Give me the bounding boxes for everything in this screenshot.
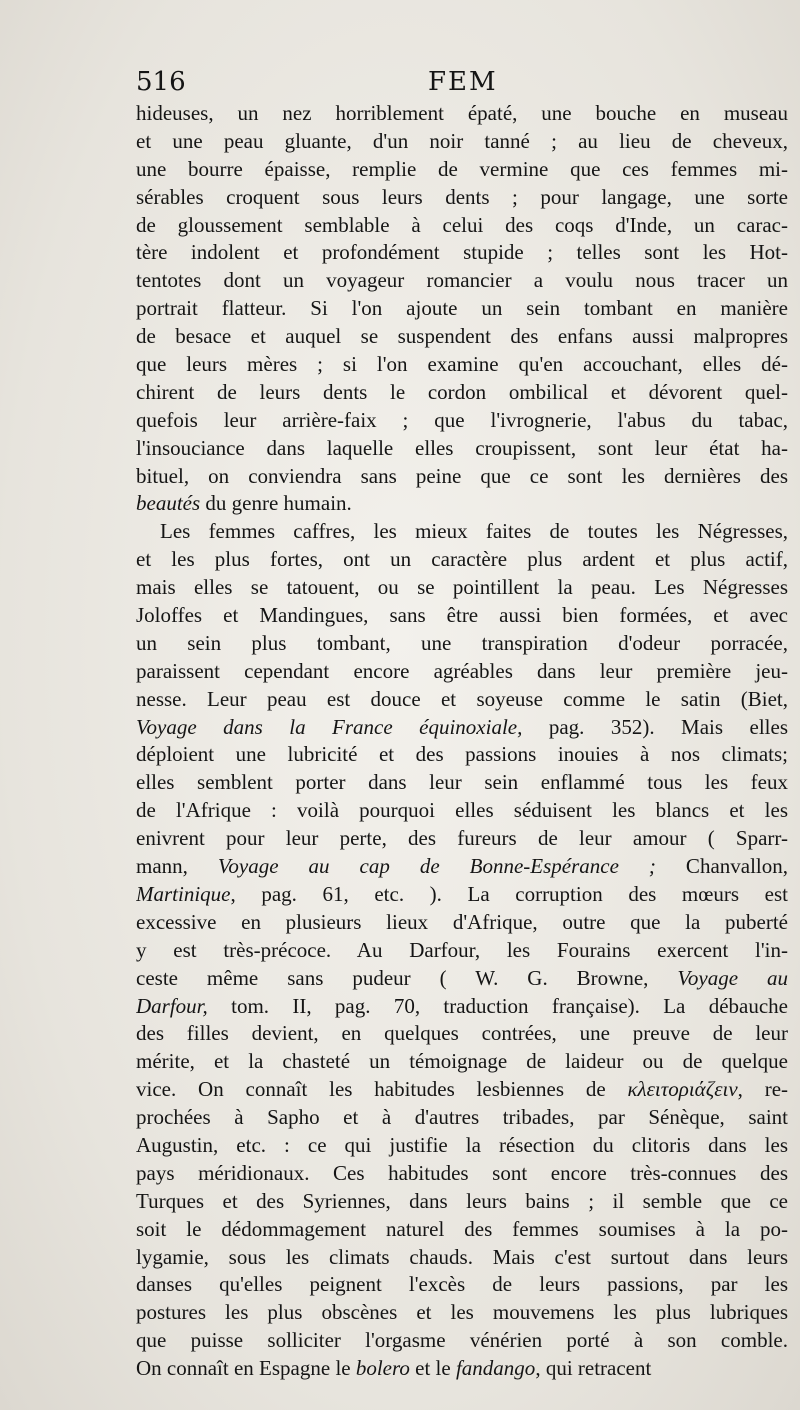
italic-text: κλειτοριάζειν — [627, 1077, 738, 1102]
italic-text: Voyage au — [677, 965, 788, 990]
text-span: mann, — [136, 854, 218, 879]
text-line — [136, 714, 788, 742]
text-line — [136, 379, 788, 407]
text-span: soit le dédommagement naturel des femmes soumises à la po- — [136, 1216, 788, 1241]
text-line — [136, 993, 788, 1021]
text-span: que leurs mères ; si l'on examine qu'en accouchant, elles dé- — [136, 352, 788, 377]
text-line — [136, 1271, 788, 1299]
text-span: , re- — [737, 1077, 788, 1102]
text-span: prochées à Sapho et à d'autres tribades, par Sénèque, saint — [136, 1105, 788, 1130]
text-span: Les femmes caffres, les mieux faites de toutes les Négresses, — [160, 519, 788, 544]
text-line — [136, 686, 788, 714]
text-line — [136, 574, 788, 602]
italic-text: fandango — [455, 1356, 536, 1381]
text-span: lygamie, sous les climats chauds. Mais c'est surtout dans leurs — [136, 1244, 788, 1269]
text-line — [136, 128, 788, 156]
text-line — [136, 184, 788, 212]
text-span: On connaît en Espagne le — [136, 1356, 356, 1381]
text-span: de besace et auquel se suspendent des enfans aussi malpropres — [136, 324, 788, 349]
text-span: excessive en plusieurs lieux d'Afrique, outre que la puberté — [136, 909, 788, 934]
text-span: quefois leur arrière-faix ; que l'ivrognerie, l'abus du tabac, — [136, 407, 788, 432]
text-line — [136, 937, 788, 965]
text-span: de gloussement semblable à celui des coqs d'Inde, un carac- — [136, 212, 788, 237]
text-line — [136, 407, 788, 435]
text-span: nesse. Leur peau est douce et soyeuse comme le satin (Biet, — [136, 686, 788, 711]
text-line — [136, 295, 788, 323]
text-line — [136, 435, 788, 463]
text-line — [136, 156, 788, 184]
text-line — [136, 1048, 788, 1076]
text-span: et les plus fortes, ont un caractère plus ardent et plus actif, — [136, 547, 788, 572]
text-span: Augustin, etc. : ce qui justifie la résection du clitoris dans les — [136, 1132, 788, 1157]
italic-text: Darfour, — [136, 993, 208, 1018]
text-line — [136, 881, 788, 909]
text-span: pays méridionaux. Ces habitudes sont encore très-connues des — [136, 1160, 788, 1185]
italic-text: Martinique — [136, 881, 231, 906]
text-line — [136, 1076, 788, 1104]
text-span: que puisse solliciter l'orgasme vénérien porté à son comble. — [136, 1328, 788, 1353]
text-line — [136, 741, 788, 769]
text-line — [136, 239, 788, 267]
text-span: pag. 352). Mais elles — [522, 714, 788, 739]
text-line — [136, 1216, 788, 1244]
text-line — [136, 463, 788, 491]
text-span: mais elles se tatouent, ou se pointillent la peau. Les Négresses — [136, 575, 788, 600]
text-line — [136, 518, 788, 546]
text-line — [136, 323, 788, 351]
text-line — [136, 630, 788, 658]
text-line — [136, 965, 788, 993]
text-span: hideuses, un nez horriblement épaté, une bouche en museau — [136, 101, 788, 125]
text-line — [136, 1355, 788, 1383]
text-line — [136, 909, 788, 937]
text-span: un sein plus tombant, une transpiration d'odeur porracée, — [136, 630, 788, 655]
text-span: du genre humain. — [200, 491, 352, 516]
text-span: des filles devient, en quelques contrées, une preuve de leur — [136, 1021, 788, 1046]
text-span: bituel, on conviendra sans peine que ce sont les dernières des — [136, 463, 788, 488]
text-span: une bourre épaisse, remplie de vermine que ces femmes mi- — [136, 156, 788, 181]
text-line — [136, 351, 788, 379]
text-span: ceste même sans pudeur ( W. G. Browne, — [136, 965, 678, 990]
text-span: Joloffes et Mandingues, sans être aussi bien formées, et avec — [136, 603, 788, 628]
page-header — [136, 64, 786, 100]
italic-text: Voyage au cap de Bonne-Espérance ; — [217, 854, 656, 879]
text-line — [136, 546, 788, 574]
text-span: chirent de leurs dents le cordon ombilical et dévorent quel- — [136, 379, 788, 404]
italic-text: bolero — [355, 1356, 410, 1381]
text-span: tère indolent et profondément stupide ; telles sont les Hot- — [136, 240, 788, 265]
italic-text: beautés — [136, 491, 201, 516]
text-line — [136, 1327, 788, 1355]
text-line — [136, 1132, 788, 1160]
text-span: portrait flatteur. Si l'on ajoute un sein tombant en manière — [136, 296, 788, 321]
text-span: déploient une lubricité et des passions inouies à nos climats; — [136, 742, 788, 767]
text-line — [136, 100, 788, 128]
text-span: , pag. 61, etc. ). La corruption des mœurs est — [230, 881, 788, 906]
text-span: et le — [409, 1356, 456, 1381]
text-span: elles semblent porter dans leur sein enflammé tous les feux — [136, 770, 788, 795]
text-line — [136, 1160, 788, 1188]
text-line — [136, 490, 788, 518]
text-span: mérite, et la chasteté un témoignage de laideur ou de quelque — [136, 1049, 788, 1074]
text-span: tentotes dont un voyageur romancier a voulu nous tracer un — [136, 268, 788, 293]
text-line — [136, 853, 788, 881]
text-span: vice. On connaît les habitudes lesbiennes de — [136, 1077, 628, 1102]
text-span: Turques et des Syriennes, dans leurs bains ; il semble que ce — [136, 1188, 788, 1213]
text-span: Chanvallon, — [655, 854, 788, 879]
text-line — [136, 658, 788, 686]
text-span: tom. II, pag. 70, traduction française). La débauche — [207, 993, 788, 1018]
text-line — [136, 212, 788, 240]
text-span: postures les plus obscènes et les mouvemens les plus lubriques — [136, 1300, 788, 1325]
text-line — [136, 797, 788, 825]
text-line — [136, 1020, 788, 1048]
running-head: FEM — [428, 67, 498, 97]
text-span: sérables croquent sous leurs dents ; pour langage, une sorte — [136, 184, 788, 209]
text-span: enivrent pour leur perte, des fureurs de leur amour ( Sparr- — [136, 826, 788, 851]
body-text — [136, 100, 788, 1383]
text-line — [136, 602, 788, 630]
text-line — [136, 769, 788, 797]
text-line — [136, 825, 788, 853]
text-span: et une peau gluante, d'un noir tanné ; au lieu de cheveux, — [136, 128, 788, 153]
text-line — [136, 1299, 788, 1327]
text-span: y est très-précoce. Au Darfour, les Fourains exercent l'in- — [136, 937, 788, 962]
page-number: 516 — [136, 67, 186, 97]
text-line — [136, 1244, 788, 1272]
italic-text: Voyage dans la France équinoxiale, — [136, 714, 523, 739]
text-span: , qui retracent — [535, 1356, 652, 1381]
text-line — [136, 1104, 788, 1132]
text-span: de l'Afrique : voilà pourquoi elles séduisent les blancs et les — [136, 798, 788, 823]
text-span: danses qu'elles peignent l'excès de leurs passions, par les — [136, 1272, 788, 1297]
text-line — [136, 1188, 788, 1216]
text-line — [136, 267, 788, 295]
text-span: paraissent cependant encore agréables dans leur première jeu- — [136, 658, 788, 683]
text-span: l'insouciance dans laquelle elles croupissent, sont leur état ha- — [136, 435, 788, 460]
